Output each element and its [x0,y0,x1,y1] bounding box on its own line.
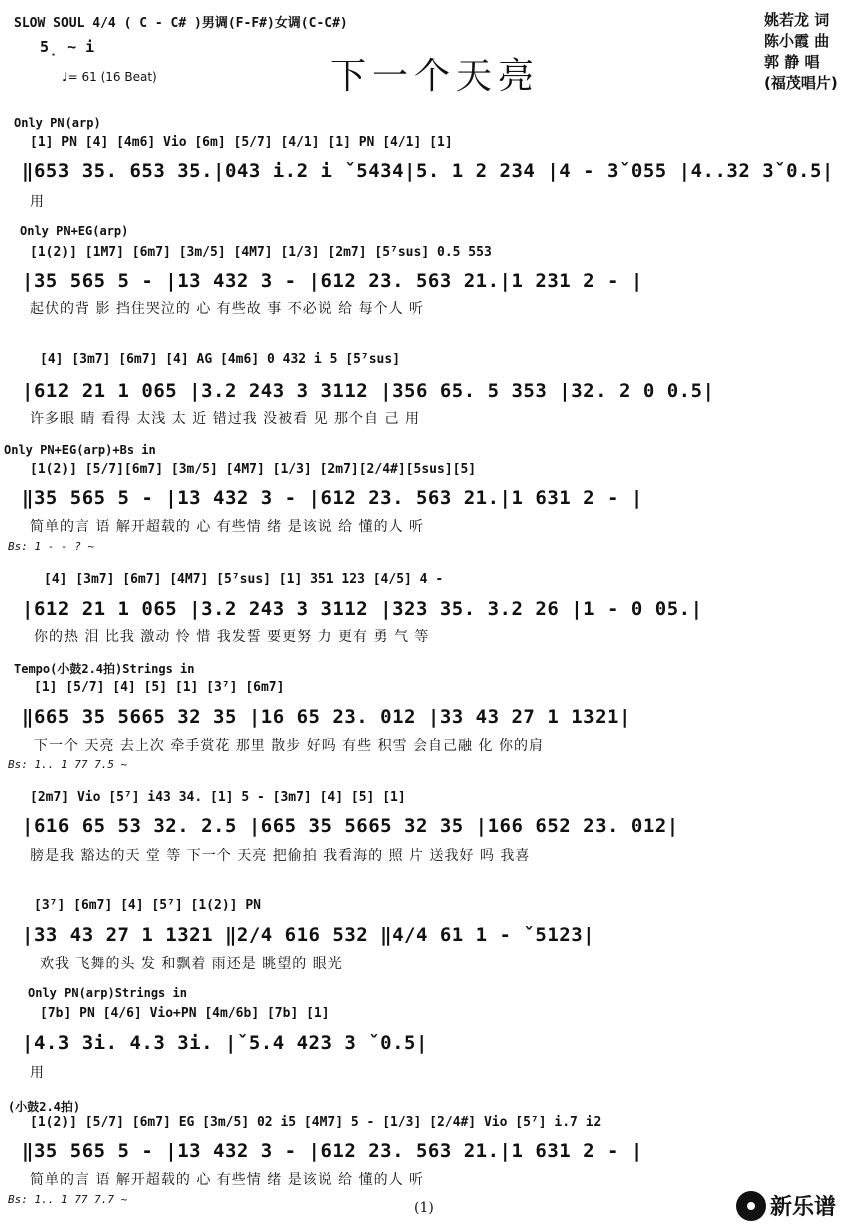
composer-credit: 陈小霞 曲 [764,32,830,50]
section-label: (小鼓2.4拍) [8,1100,81,1114]
lyrics-line: 你的热 泪 比我 激动 怜 惜 我发誓 要更努 力 更有 勇 气 等 [34,629,430,645]
bass-line: Bs: 1.. 1 77 7.5 ~ [8,758,128,771]
chord-line: [1] PN [4] [4m6] Vio [6m] [5/7] [4/1] [1] PN [4/1] [1] [30,135,453,150]
page-number: (1) [414,1200,434,1216]
notation-line: ‖665 35 5665 32 35 |16 65 23. 012 |33 43 27 1 1321| [22,706,631,728]
lyrics-line: 用 [30,194,45,210]
notation-line: |4.3 3i. 4.3 3i. |ˇ5.4 423 3 ˇ0.5| [22,1032,428,1054]
lyrics-line: 简单的言 语 解开超载的 心 有些情 绪 是该说 给 懂的人 听 [30,1172,425,1188]
lyrics-line: 膀是我 豁达的天 堂 等 下一个 天亮 把偷拍 我看海的 照 片 送我好 吗 我喜 [30,848,531,864]
record-disc-icon [736,1191,766,1221]
notation-line: ‖653 35. 653 35.|043 i.2 i ˇ5434|5. 1 2 234 |4 - 3ˇ055 |4..32 3ˇ0.5| [22,160,834,182]
lyrics-line: 用 [30,1065,45,1081]
section-label: Only PN+EG(arp) [20,224,129,238]
section-label: Only PN+EG(arp)+Bs in [4,443,156,457]
section-label: Tempo(小鼓2.4拍)Strings in [14,662,195,676]
label-credit: (福茂唱片) [764,74,838,92]
chord-line: [4] [3m7] [6m7] [4] AG [4m6] 0 432 i 5 [5⁷sus] [40,352,401,367]
chord-line: [4] [3m7] [6m7] [4M7] [5⁷sus] [1] 351 123 [4/5] 4 - [44,572,444,587]
notation-line: |612 21 1 065 |3.2 243 3 3112 |323 35. 3.2 26 |1 - 0 05.| [22,598,703,620]
chord-line: [2m7] Vio [5⁷] i43 34. [1] 5 - [3m7] [4] [5] [1] [30,790,406,805]
credits-block [764,10,838,94]
lyrics-line: 许多眼 睛 看得 太浅 太 近 错过我 没被看 见 那个自 己 用 [30,411,420,427]
notation-line: ‖35 565 5 - |13 432 3 - |612 23. 563 21.|1 631 2 - | [22,1140,643,1162]
lyrics-line: 欢我 飞舞的头 发 和飘着 雨还是 眺望的 眼光 [40,956,343,972]
bass-line: Bs: 1.. 1 77 7.7 ~ [8,1193,128,1206]
bass-line: Bs: 1 - - ? ~ [8,540,95,553]
notation-line: ‖35 565 5 - |13 432 3 - |612 23. 563 21.|1 631 2 - | [22,487,643,509]
section-label: Only PN(arp) [14,116,101,130]
style-header: SLOW SOUL 4/4 ( C - C# )男调(F-F#)女调(C-C#) [14,16,348,31]
range-marker: 5̣ ~ i [40,38,95,56]
lyrics-line: 下一个 天亮 去上次 牵手赏花 那里 散步 好吗 有些 积雪 会自己融 化 你的肩 [34,738,544,754]
watermark-text: 新乐谱 [770,1195,837,1220]
page-title: 下一个天亮 [330,56,541,97]
singer-credit: 郭 静 唱 [764,53,820,71]
chord-line: [1(2)] [5/7] [6m7] EG [3m/5] 02 i5 [4M7] 5 - [1/3] [2/4#] Vio [5⁷] i.7 i2 [30,1115,602,1130]
notation-line: |33 43 27 1 1321 ‖2/4 616 532 ‖4/4 61 1 - ˇ5123| [22,924,596,946]
tempo-marking: ♩= 61 (16 Beat) [62,70,157,84]
notation-line: |35 565 5 - |13 432 3 - |612 23. 563 21.|1 231 2 - | [22,270,643,292]
chord-line: [1] [5/7] [4] [5] [1] [3⁷] [6m7] [34,680,285,695]
chord-line: [7b] PN [4/6] Vio+PN [4m/6b] [7b] [1] [40,1006,330,1021]
site-watermark [736,1190,836,1221]
notation-line: |616 65 53 32. 2.5 |665 35 5665 32 35 |166 652 23. 012| [22,815,679,837]
chord-line: [1(2)] [5/7][6m7] [3m/5] [4M7] [1/3] [2m7][2/4#][5sus][5] [30,462,477,477]
section-label: Only PN(arp)Strings in [28,986,187,1000]
chord-line: [3⁷] [6m7] [4] [5⁷] [1(2)] PN [34,898,261,913]
lyricist-credit: 姚若龙 词 [764,11,830,29]
chord-line: [1(2)] [1M7] [6m7] [3m/5] [4M7] [1/3] [2m7] [5⁷sus] 0.5 553 [30,245,492,260]
lyrics-line: 简单的言 语 解开超载的 心 有些情 绪 是该说 给 懂的人 听 [30,519,425,535]
lyrics-line: 起伏的背 影 挡住哭泣的 心 有些故 事 不必说 给 每个人 听 [30,301,425,317]
notation-line: |612 21 1 065 |3.2 243 3 3112 |356 65. 5 353 |32. 2 0 0.5| [22,380,715,402]
